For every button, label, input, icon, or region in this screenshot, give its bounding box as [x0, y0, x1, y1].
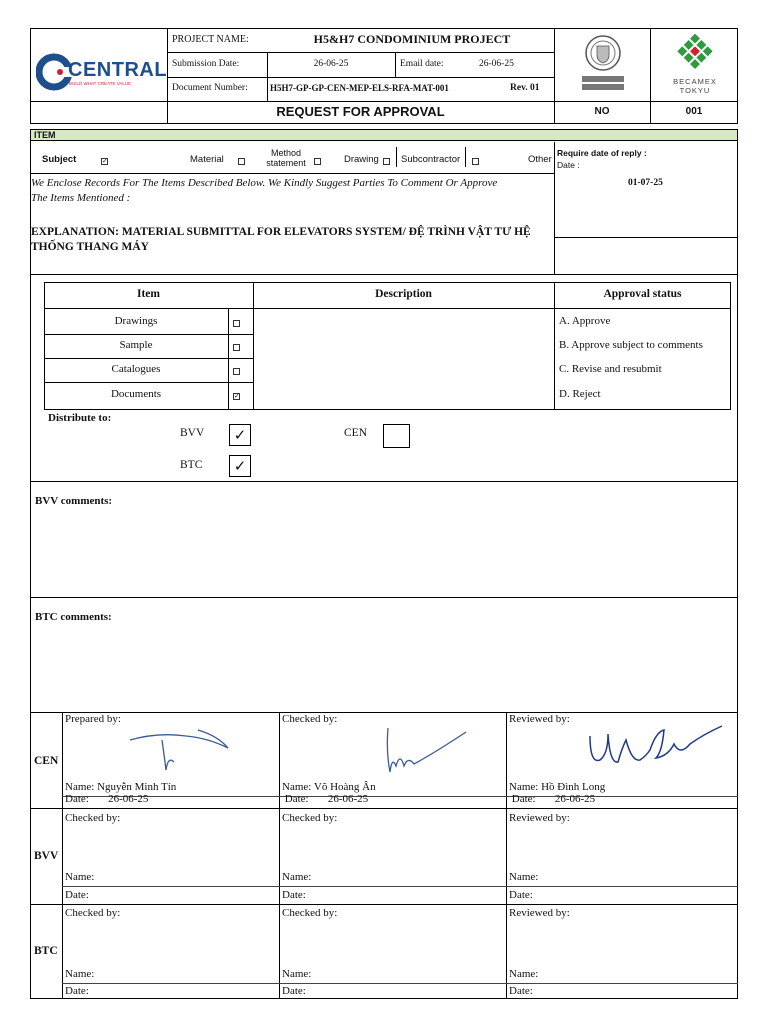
bvv-comments-box[interactable] — [30, 481, 738, 598]
item-row-catalogues: Catalogues — [111, 363, 161, 375]
distribute-btc-checkbox[interactable]: ✓ — [229, 455, 251, 477]
becamex-line1: BECAMEX — [673, 77, 717, 86]
btc-date-1: Date: — [65, 985, 89, 997]
status-revise: C. Revise and resubmit — [559, 363, 662, 375]
company-tagline: BUILD WHAT CREATE VALUE — [69, 81, 132, 86]
approval-column-header: Approval status — [603, 288, 682, 300]
distribute-cen-label: CEN — [344, 427, 367, 439]
project-label: PROJECT NAME: — [172, 34, 249, 45]
other-label: Other — [528, 154, 552, 165]
no-label: NO — [594, 106, 610, 117]
project-name: H5&H7 CONDOMINIUM PROJECT — [313, 32, 511, 46]
distribute-bvv-label: BVV — [180, 427, 205, 439]
cen-date-1: Date: 26-06-25 — [65, 793, 149, 805]
distribute-btc-label: BTC — [180, 459, 203, 471]
subcontractor-checkbox[interactable] — [472, 156, 479, 167]
email-label: Email date: — [400, 59, 444, 69]
status-approve: A. Approve — [559, 315, 611, 327]
bvv-date-3: Date: — [509, 889, 533, 901]
enclose-text-line2: The Items Mentioned : — [31, 192, 131, 204]
company-name: CENTRAL — [68, 59, 168, 81]
bvv-comments-label: BVV comments: — [35, 495, 113, 507]
signature-reviewed — [586, 722, 726, 772]
subject-label: Subject — [42, 154, 77, 165]
btc-date-3: Date: — [509, 985, 533, 997]
becamex-line2: TOKYU — [679, 86, 711, 95]
item-column-header: Item — [137, 288, 160, 300]
cen-name-2: Name: Võ Hoàng Ân — [282, 781, 376, 793]
item-row-documents: Documents — [110, 388, 162, 400]
bureau-veritas-logo — [578, 34, 628, 96]
central-logo — [36, 52, 168, 92]
description-column-header: Description — [375, 288, 432, 300]
bvv-date-2: Date: — [282, 889, 306, 901]
explanation-line1: EXPLANATION: MATERIAL SUBMITTAL FOR ELEVATORS SYSTEM/ ĐỆ TRÌNH VẬT TƯ HỆ — [31, 226, 531, 238]
distribute-bvv-checkbox[interactable]: ✓ — [229, 424, 251, 446]
sample-checkbox[interactable] — [233, 342, 240, 353]
btc-checked-label-1: Checked by: — [65, 907, 121, 919]
subject-check-icon[interactable]: ✓ — [102, 157, 108, 166]
btc-name-2: Name: — [282, 968, 312, 980]
btc-checked-label-2: Checked by: — [282, 907, 338, 919]
date-label: Date : — [557, 160, 580, 170]
docnum-value: H5H7-GP-GP-CEN-MEP-ELS-RFA-MAT-001 — [270, 83, 449, 93]
becamex-logo — [660, 34, 730, 96]
method-label-line1: Method — [270, 148, 302, 158]
distribute-cen-checkbox[interactable] — [383, 424, 410, 448]
status-reject: D. Reject — [559, 388, 601, 400]
method-label — [262, 148, 310, 168]
bvv-checked-label-1: Checked by: — [65, 812, 121, 824]
signature-prepared — [128, 726, 238, 776]
drawing-checkbox[interactable] — [383, 156, 390, 167]
bvv-name-2: Name: — [282, 871, 312, 883]
material-label: Material — [190, 154, 224, 165]
drawings-checkbox[interactable] — [233, 318, 240, 329]
drawing-label: Drawing — [344, 154, 379, 165]
cen-date-2: Date: 26-06-25 — [282, 793, 369, 805]
bvv-name-1: Name: — [65, 871, 95, 883]
cen-date-3: Date: 26-06-25 — [509, 793, 596, 805]
cen-reviewed-label: Reviewed by: — [509, 713, 570, 725]
status-approve-with-comments: B. Approve subject to comments — [559, 339, 703, 351]
btc-name-3: Name: — [509, 968, 539, 980]
becamex-diamond-icon — [660, 34, 730, 76]
signature-checked — [380, 722, 470, 782]
bvv-reviewed-label: Reviewed by: — [509, 812, 570, 824]
method-checkbox[interactable] — [314, 156, 321, 167]
cen-name-1: Name: Nguyễn Minh Tín — [65, 781, 177, 793]
form-title: REQUEST FOR APPROVAL — [276, 104, 445, 119]
btc-name-1: Name: — [65, 968, 95, 980]
subcontractor-label: Subcontractor — [401, 154, 461, 165]
cen-org-label: CEN — [34, 755, 59, 767]
cen-checked-label: Checked by: — [282, 713, 338, 725]
btc-date-2: Date: — [282, 985, 306, 997]
distribute-label: Distribute to: — [48, 412, 112, 424]
method-label-line2: statement — [266, 158, 306, 168]
require-date-value: 01-07-25 — [628, 178, 663, 188]
submission-date: 26-06-25 — [313, 59, 349, 69]
bvv-org-label: BVV — [34, 850, 59, 862]
item-label: ITEM — [34, 130, 56, 140]
btc-comments-box[interactable] — [30, 597, 738, 713]
enclose-text-line1: We Enclose Records For The Items Described Below. We Kindly Suggest Parties To Comment Or Approve — [31, 177, 498, 189]
item-header-bar — [31, 130, 737, 141]
email-date: 26-06-25 — [479, 59, 514, 69]
cen-name-3: Name: Hồ Đình Long — [509, 781, 606, 793]
cen-prepared-label: Prepared by: — [65, 713, 121, 725]
catalogues-checkbox[interactable] — [233, 366, 240, 377]
item-row-drawings: Drawings — [114, 315, 158, 327]
item-row-sample: Sample — [119, 339, 153, 351]
bvv-checked-label-2: Checked by: — [282, 812, 338, 824]
require-date-label: Require date of reply : — [557, 148, 647, 158]
no-value: 001 — [685, 106, 703, 117]
btc-reviewed-label: Reviewed by: — [509, 907, 570, 919]
rev-value: Rev. 01 — [510, 83, 540, 93]
docnum-label: Document Number: — [172, 83, 248, 93]
submission-label: Submission Date: — [172, 59, 240, 69]
material-checkbox[interactable] — [238, 156, 245, 167]
btc-org-label: BTC — [34, 945, 58, 957]
bvv-name-3: Name: — [509, 871, 539, 883]
bv-seal-icon — [578, 34, 628, 96]
explanation-line2: THỐNG THANG MÁY — [31, 241, 149, 253]
btc-comments-label: BTC comments: — [35, 611, 112, 623]
bvv-date-1: Date: — [65, 889, 89, 901]
documents-checkbox[interactable]: ✓ — [234, 392, 240, 401]
